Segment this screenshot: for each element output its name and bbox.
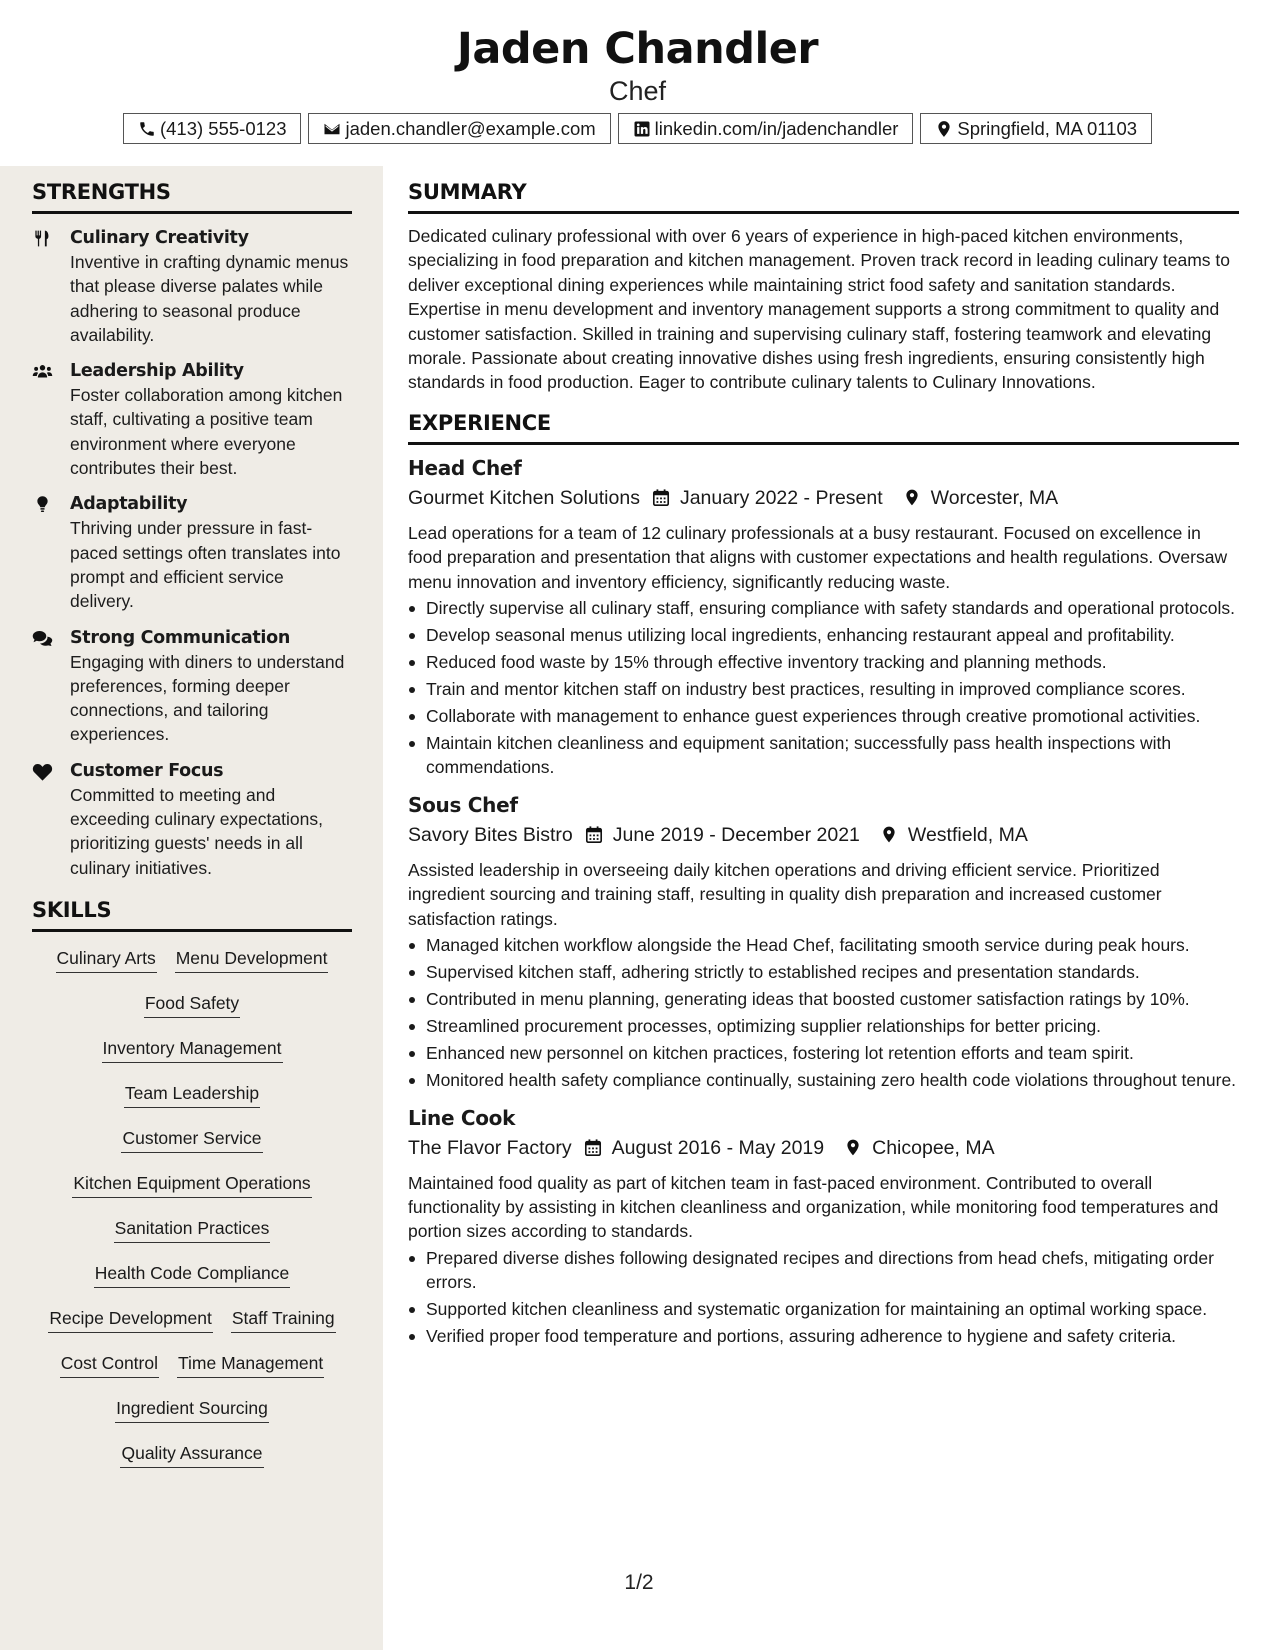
skill-row — [115, 1396, 269, 1441]
contact-linkedin-text: linkedin.com/in/jadenchandler — [654, 117, 899, 139]
strength-item — [32, 492, 352, 613]
map-pin-icon — [844, 1138, 862, 1157]
list-item: Monitored health safety compliance continually, sustaining zero health code violations throughout tenure. — [408, 1068, 1239, 1092]
contact-bar — [0, 113, 1275, 144]
contact-location-text: Springfield, MA 01103 — [957, 117, 1138, 139]
strength-desc: Inventive in crafting dynamic menus that please diverse palates while adhering to seasonal produce availability. — [70, 252, 349, 345]
strength-title: Culinary Creativity — [70, 228, 249, 248]
strength-item — [32, 759, 352, 880]
strengths-heading: STRENGTHS — [32, 180, 352, 214]
skill-tag: Menu Development — [175, 946, 329, 973]
calendar-icon — [585, 825, 603, 844]
list-item: Enhanced new personnel on kitchen practices, fostering lot retention efforts and team spirit. — [408, 1041, 1239, 1065]
job-company: Gourmet Kitchen Solutions — [408, 486, 640, 509]
phone-icon — [138, 120, 156, 138]
skill-tag: Health Code Compliance — [94, 1261, 291, 1288]
job-meta — [408, 1133, 1239, 1163]
summary-heading: SUMMARY — [408, 180, 1239, 214]
list-item: Collaborate with management to enhance guest experiences through creative promotional activities. — [408, 704, 1239, 728]
envelope-icon — [323, 120, 341, 138]
skills-heading: SKILLS — [32, 898, 352, 932]
strength-title: Customer Focus — [70, 760, 224, 781]
skill-row — [114, 1216, 271, 1261]
skill-row — [120, 1441, 263, 1486]
job-location: Westfield, MA — [907, 823, 1028, 846]
utensils-icon — [32, 229, 53, 248]
calendar-icon — [652, 488, 670, 507]
list-item: Supervised kitchen staff, adhering strictly to established recipes and presentation standards. — [408, 960, 1239, 984]
calendar-icon — [584, 1138, 602, 1157]
skill-row — [121, 1126, 262, 1171]
map-pin-icon — [880, 825, 898, 844]
skill-row — [144, 991, 240, 1036]
job-dates: June 2019 - December 2021 — [612, 823, 860, 846]
skill-row — [94, 1261, 291, 1306]
job-description: Lead operations for a team of 12 culinary professionals at a busy restaurant. Focused on excellence in food preparation and presentation that aligns with customer expectations and health regulations. Oversaw menu innovation and inventory efficiency, significantly reducing waste. — [408, 522, 1228, 592]
contact-phone[interactable] — [123, 113, 302, 144]
skill-tag: Culinary Arts — [56, 946, 157, 973]
candidate-name: Jaden Chandler — [456, 24, 819, 74]
strength-item — [32, 626, 352, 747]
resume-header — [0, 20, 1275, 106]
skill-row — [102, 1036, 283, 1081]
job-meta — [408, 820, 1239, 850]
map-pin-icon — [935, 120, 953, 138]
job-bullets — [408, 1246, 1239, 1349]
linkedin-icon — [633, 120, 651, 138]
contact-email-text: jaden.chandler@example.com — [345, 117, 596, 139]
skill-row — [60, 1351, 325, 1396]
skill-tag: Ingredient Sourcing — [115, 1396, 269, 1423]
strength-title: Leadership Ability — [70, 361, 244, 382]
list-item: Contributed in menu planning, generating ideas that boosted customer satisfaction ratings by 10%. — [408, 987, 1239, 1011]
list-item: Supported kitchen cleanliness and systematic organization for maintaining an optimal working space. — [408, 1297, 1239, 1321]
job-title: Sous Chef — [408, 792, 518, 817]
candidate-role: Chef — [608, 76, 667, 106]
list-item: Reduced food waste by 15% through effective inventory tracking and planning methods. — [408, 650, 1239, 674]
heart-icon — [32, 762, 53, 781]
job-location: Chicopee, MA — [872, 1136, 995, 1159]
comments-icon — [32, 629, 53, 648]
page-number: 1/2 — [624, 1571, 654, 1594]
job-description: Assisted leadership in overseeing daily kitchen operations and driving efficient service. Prioritized ingredient sourcing and training staff, resulting in quality dish preparation and increased customer satisfaction ratings. — [408, 859, 1162, 929]
contact-linkedin[interactable] — [618, 113, 914, 144]
job-title: Head Chef — [408, 455, 522, 480]
list-item: Directly supervise all culinary staff, ensuring compliance with safety standards and operational protocols. — [408, 596, 1239, 620]
job-dates: August 2016 - May 2019 — [611, 1136, 825, 1159]
skill-tag: Inventory Management — [102, 1036, 283, 1063]
list-item: Streamlined procurement processes, optimizing supplier relationships for better pricing. — [408, 1014, 1239, 1038]
skill-row — [48, 1306, 335, 1351]
list-item: Develop seasonal menus utilizing local ingredients, enhancing restaurant appeal and profitability. — [408, 623, 1239, 647]
strength-title: Adaptability — [70, 494, 188, 515]
strength-desc: Engaging with diners to understand preferences, forming deeper connections, and tailoring experiences. — [70, 651, 345, 745]
job-company: The Flavor Factory — [408, 1136, 572, 1159]
job-entry — [408, 1103, 1239, 1349]
users-icon — [32, 362, 53, 381]
summary-text: Dedicated culinary professional with over 6 years of experience in high-paced kitchen environments, specializing in food preparation and kitchen management. Proven track record in leading culinary teams to deliver exceptional dining experiences while maintaining strict food safety and sanitation standards. Expertise in menu development and inventory management supports a strong commitment to quality and customer satisfaction. Skilled in training and supervising culinary staff, fostering teamwork and elevating morale. Passionate about creating innovative dishes using fresh ingredients, ensuring consistently high standards in food production. Eager to contribute culinary talents to Culinary Innovations. — [408, 226, 1230, 393]
skill-row — [72, 1171, 311, 1216]
job-location: Worcester, MA — [930, 486, 1059, 509]
strength-desc: Committed to meeting and exceeding culinary expectations, prioritizing guests' needs in all culinary initiatives. — [70, 784, 323, 878]
skill-tag: Recipe Development — [48, 1306, 212, 1333]
job-bullets — [408, 596, 1239, 780]
strength-desc: Foster collaboration among kitchen staff, cultivating a positive team environment where everyone contributes their best. — [70, 385, 343, 479]
lightbulb-icon — [32, 495, 53, 514]
skill-tag: Kitchen Equipment Operations — [72, 1171, 311, 1198]
skill-tag: Cost Control — [60, 1351, 159, 1378]
strength-item — [32, 226, 352, 347]
job-dates: January 2022 - Present — [679, 486, 883, 509]
job-meta — [408, 483, 1239, 513]
experience-heading: EXPERIENCE — [408, 411, 1239, 445]
list-item: Prepared diverse dishes following designated recipes and directions from head chefs, mitigating order errors. — [408, 1246, 1239, 1295]
contact-phone-text: (413) 555-0123 — [159, 117, 287, 139]
skill-row — [56, 946, 329, 991]
skill-row — [124, 1081, 260, 1126]
contact-email[interactable] — [308, 113, 610, 144]
job-description: Maintained food quality as part of kitchen team in fast-paced environment. Contributed to overall functionality by assisting in kitchen cleanliness and organization, while monitoring food temperatures and portion sizes according to standards. — [408, 1172, 1219, 1242]
skill-tag: Time Management — [177, 1351, 324, 1378]
skill-tag: Quality Assurance — [120, 1441, 263, 1468]
list-item: Verified proper food temperature and portions, assuring adherence to hygiene and safety criteria. — [408, 1324, 1239, 1348]
skill-tag: Team Leadership — [124, 1081, 260, 1108]
skills-list — [32, 946, 352, 1486]
list-item: Managed kitchen workflow alongside the Head Chef, facilitating smooth service during peak hours. — [408, 933, 1239, 957]
job-company: Savory Bites Bistro — [408, 823, 573, 846]
skill-tag: Customer Service — [121, 1126, 262, 1153]
sidebar — [32, 180, 352, 1486]
job-entry — [408, 453, 1239, 780]
strength-title: Strong Communication — [70, 627, 290, 648]
main-column — [408, 180, 1239, 1351]
skill-tag: Food Safety — [144, 991, 240, 1018]
job-bullets — [408, 933, 1239, 1092]
contact-location — [920, 113, 1152, 144]
strength-desc: Thriving under pressure in fast-paced settings often translates into prompt and efficient service delivery. — [70, 518, 341, 612]
job-title: Line Cook — [408, 1105, 516, 1130]
map-pin-icon — [903, 488, 921, 507]
strength-item — [32, 359, 352, 480]
job-entry — [408, 790, 1239, 1093]
skill-tag: Sanitation Practices — [114, 1216, 271, 1243]
list-item: Maintain kitchen cleanliness and equipment sanitation; successfully pass health inspections with commendations. — [408, 731, 1239, 780]
skill-tag: Staff Training — [231, 1306, 336, 1333]
list-item: Train and mentor kitchen staff on industry best practices, resulting in improved compliance scores. — [408, 677, 1239, 701]
